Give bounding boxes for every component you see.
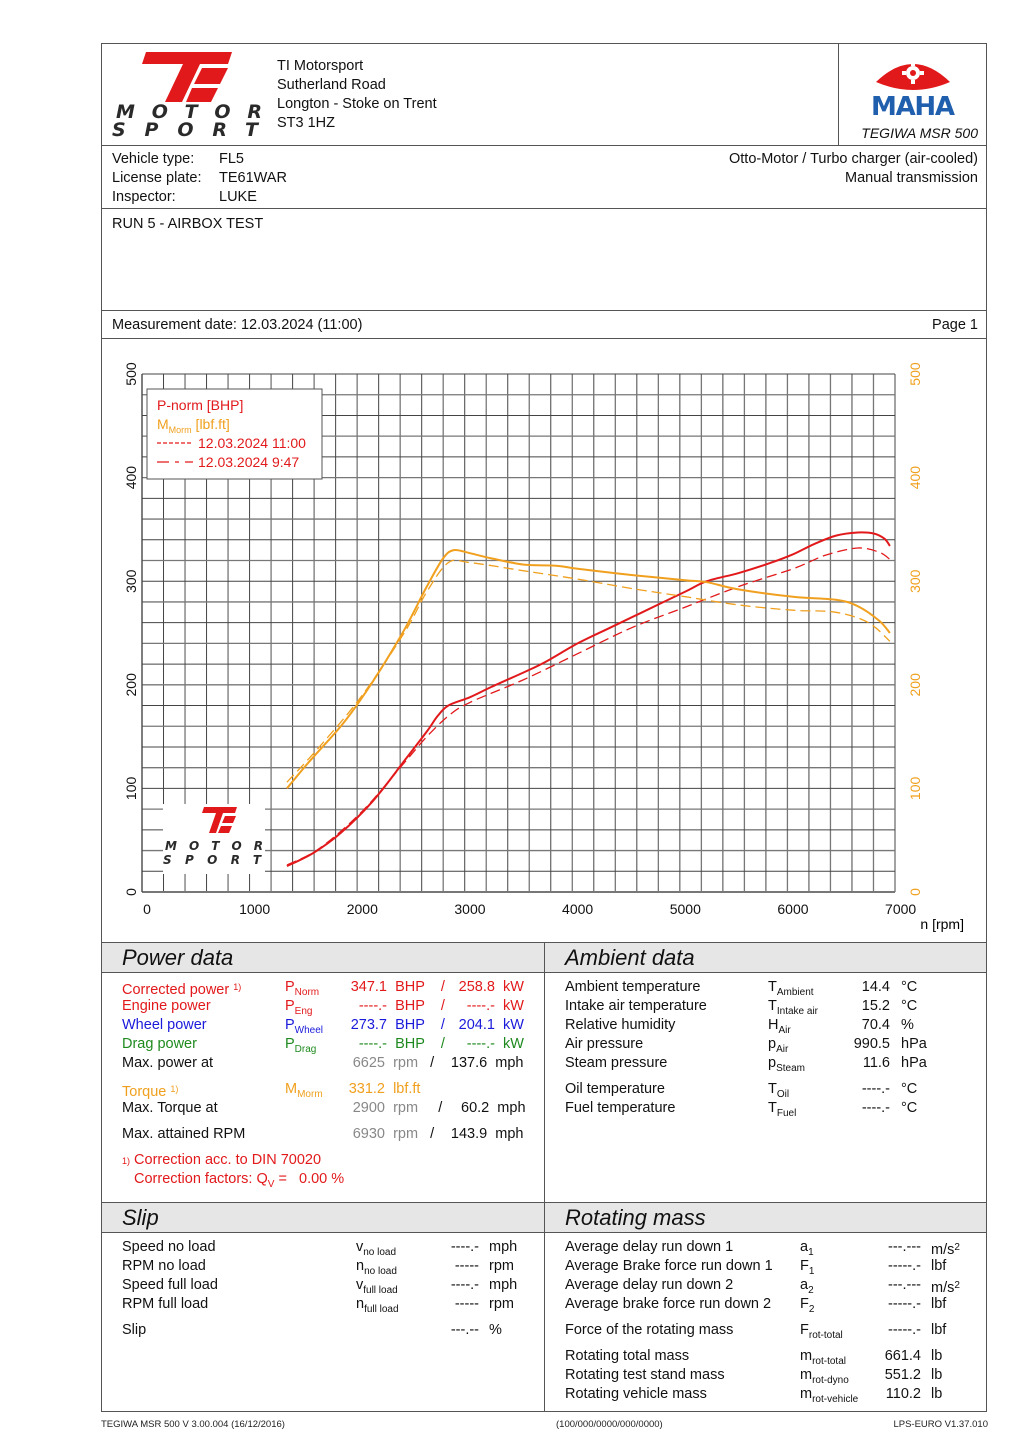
ambient-row-unit: °C <box>901 1081 918 1097</box>
engine-type: Otto-Motor / Turbo charger (air-cooled) <box>728 151 978 167</box>
max-rpm-values: 6930 rpm / 143.9 mph <box>352 1126 524 1142</box>
power-row-values: 273.7 BHP / 204.1 kW <box>350 1017 524 1033</box>
slip-header: Slip <box>102 1203 544 1233</box>
rotating-mass-row-unit: lb <box>931 1386 943 1402</box>
ambient-row-unit: °C <box>901 1100 918 1116</box>
page-number: Page 1 <box>932 317 978 333</box>
slip-row-label: Slip <box>122 1322 147 1338</box>
torque-value: 331.2 lbf.ft <box>348 1081 421 1097</box>
y-right-tick-label: 500 <box>907 362 923 386</box>
device-name: TEGIWA MSR 500 <box>861 125 978 141</box>
y-right-tick-label: 400 <box>907 465 923 490</box>
x-tick-label: 1000 <box>239 901 271 917</box>
slip-row-unit: % <box>489 1322 502 1338</box>
ambient-row-unit: °C <box>901 979 918 995</box>
slip-row-symbol: $n_{full load}$ <box>356 1296 399 1315</box>
ambient-row-value: ----.- <box>861 1100 890 1116</box>
svg-text:MOTOR: MOTOR <box>116 101 264 123</box>
engine-info <box>729 150 978 188</box>
ambient-row-value: 14.4 <box>861 979 890 995</box>
x-tick-label: 4000 <box>562 901 594 917</box>
x-tick-label: 3000 <box>454 901 486 917</box>
power-row-values: ----.- BHP / ----.- kW <box>358 1036 524 1052</box>
inspector-row: Inspector: LUKE <box>112 189 257 205</box>
power-row-symbol: $P_{Norm}$ <box>285 979 320 998</box>
y-left-tick-label: 100 <box>123 776 139 801</box>
slip-row-unit: rpm <box>489 1296 514 1312</box>
x-tick-label: 7000 <box>885 901 917 917</box>
power-row-label: Wheel power <box>122 1017 207 1033</box>
rotating-mass-row-unit: lbf <box>931 1296 947 1312</box>
series-line-1 <box>287 548 890 865</box>
rotating-mass-row-unit: $m/s^2$ <box>931 1242 960 1258</box>
svg-text:SPORT: SPORT <box>112 119 260 138</box>
correction-factors: Correction factors: $Q_V = 0.00$ % <box>134 1171 345 1190</box>
slip-row-unit: mph <box>489 1277 518 1293</box>
ambient-row-value: 990.5 <box>853 1036 890 1052</box>
rotating-mass-row-symbol: $F_{rot-total}$ <box>800 1322 843 1341</box>
company-address <box>277 57 437 133</box>
power-row-label: Drag power <box>122 1036 197 1052</box>
max-power-row: Max. power at <box>122 1055 214 1071</box>
svg-text:MAHA: MAHA <box>871 92 955 118</box>
rotating-mass-row-label: Rotating vehicle mass <box>565 1386 707 1402</box>
y-right-tick-label: 300 <box>907 569 923 593</box>
rotating-mass-row-symbol: $m_{rot-dyno}$ <box>800 1367 849 1386</box>
ambient-row-label: Intake air temperature <box>565 998 707 1014</box>
ambient-row-symbol: $p_{Air}$ <box>768 1036 789 1055</box>
series-line-2 <box>287 550 890 788</box>
rotating-mass-row-symbol: $a_1$ <box>800 1239 814 1258</box>
rotating-mass-row-label: Average delay run down 1 <box>565 1239 734 1255</box>
ambient-row-label: Air pressure <box>565 1036 644 1052</box>
rotating-mass-row-value: -----.- <box>887 1258 921 1274</box>
slip-row-label: RPM no load <box>122 1258 206 1274</box>
slip-row-symbol: $v_{no load}$ <box>356 1239 397 1258</box>
torque-symbol: $M_{Morm}$ <box>285 1081 323 1100</box>
ambient-row-label: Steam pressure <box>565 1055 668 1071</box>
x-tick-label: 0 <box>143 901 151 917</box>
rotating-mass-row-symbol: $a_2$ <box>800 1277 814 1296</box>
y-right-tick-label: 200 <box>907 673 923 697</box>
ambient-row-symbol: $T_{Fuel}$ <box>768 1100 797 1119</box>
rotating-mass-row-unit: lb <box>931 1348 943 1364</box>
rotating-mass-row-symbol: $F_1$ <box>800 1258 815 1277</box>
ambient-row-value: 11.6 <box>862 1055 890 1071</box>
x-tick-label: 5000 <box>669 901 701 917</box>
power-row-symbol: $P_{Drag}$ <box>285 1036 317 1055</box>
slip-row-value: ----- <box>454 1258 479 1274</box>
x-tick-label: 6000 <box>777 901 809 917</box>
power-row-symbol: $P_{Wheel}$ <box>285 1017 324 1036</box>
y-left-tick-label: 200 <box>123 673 139 697</box>
slip-row-unit: rpm <box>489 1258 514 1274</box>
slip-row-symbol: $v_{full load}$ <box>356 1277 398 1296</box>
ambient-row-label: Relative humidity <box>565 1017 676 1033</box>
ambient-row-label: Ambient temperature <box>565 979 701 995</box>
ti-logo-graphic <box>110 50 270 138</box>
slip-row-label: RPM full load <box>122 1296 209 1312</box>
chart-watermark-logo <box>163 804 265 874</box>
legend-torque: $M_{Morm}$ [lbf.ft] <box>157 416 230 435</box>
ambient-row-symbol: $H_{Air}$ <box>768 1017 791 1036</box>
rotating-mass-row-value: -----.- <box>887 1296 921 1312</box>
ambient-data-header: Ambient data <box>545 943 986 973</box>
slip-row-label: Speed full load <box>122 1277 218 1293</box>
power-row-label: Engine power <box>122 998 211 1014</box>
company-city: Longton - Stoke on Trent <box>277 96 437 112</box>
rotating-mass-row-unit: lb <box>931 1367 943 1383</box>
company-postcode: ST3 1HZ <box>277 115 336 131</box>
power-row-values: 347.1 BHP / 258.8 kW <box>350 979 524 995</box>
rotating-mass-row-value: -----.- <box>887 1322 921 1338</box>
rotating-mass-row-symbol: $m_{rot-total}$ <box>800 1348 846 1367</box>
svg-text:SPORT: SPORT <box>163 853 261 867</box>
slip-row-value: ----.- <box>450 1277 479 1293</box>
rotating-mass-row-label: Rotating total mass <box>565 1348 690 1364</box>
svg-text:MOTOR: MOTOR <box>165 839 263 853</box>
ambient-row-symbol: $T_{Intake air}$ <box>768 998 818 1017</box>
torque-row: Torque $^{1)}$ <box>122 1084 179 1100</box>
license-plate-row: License plate: TE61WAR <box>112 170 287 186</box>
power-row-values: ----.- BHP / ----.- kW <box>358 998 524 1014</box>
rotating-mass-row-label: Average Brake force run down 1 <box>565 1258 773 1274</box>
dyno-chart <box>101 339 987 939</box>
ambient-row-value: 70.4 <box>861 1017 890 1033</box>
y-left-tick-label: 300 <box>123 569 139 593</box>
company-street: Sutherland Road <box>277 77 386 93</box>
series-line-3 <box>287 560 890 782</box>
chart-series <box>287 532 890 866</box>
y-left-tick-label: 0 <box>123 888 139 896</box>
divider <box>101 310 987 311</box>
slip-row-symbol: $n_{no load}$ <box>356 1258 397 1277</box>
y-left-tick-label: 400 <box>123 465 139 490</box>
rotating-mass-row-value: ---.--- <box>887 1277 921 1293</box>
measurement-date: Measurement date: 12.03.2024 (11:00) <box>112 317 363 333</box>
run-comment: RUN 5 - AIRBOX TEST <box>112 216 264 232</box>
ambient-row-unit: hPa <box>901 1036 927 1052</box>
ambient-row-value: 15.2 <box>861 998 890 1014</box>
footer-software-version: TEGIWA MSR 500 V 3.00.004 (16/12/2016) <box>101 1419 285 1430</box>
ambient-row-symbol: $T_{Ambient}$ <box>768 979 814 998</box>
series-line-0 <box>287 532 890 866</box>
rotating-mass-row-label: Force of the rotating mass <box>565 1322 734 1338</box>
rotating-mass-row-unit: $m/s^2$ <box>931 1280 960 1296</box>
maha-logo-graphic <box>868 54 958 118</box>
divider <box>544 942 545 1412</box>
rotating-mass-header: Rotating mass <box>545 1203 986 1233</box>
slip-row-unit: mph <box>489 1239 518 1255</box>
divider <box>101 145 987 146</box>
rotating-mass-row-value: 110.2 <box>885 1386 921 1402</box>
rotating-mass-row-value: 661.4 <box>884 1348 921 1364</box>
ambient-row-unit: % <box>901 1017 914 1033</box>
maha-logo <box>868 54 958 118</box>
max-torque-values: 2900 rpm / 60.2 mph <box>352 1100 526 1116</box>
power-row-symbol: $P_{Eng}$ <box>285 998 313 1017</box>
max-power-values: 6625 rpm / 137.6 mph <box>352 1055 524 1071</box>
y-right-tick-label: 100 <box>907 776 923 801</box>
legend-run1: 12.03.2024 11:00 <box>198 435 306 451</box>
power-row-label: Corrected power $^{1)}$ <box>122 982 242 998</box>
vehicle-info <box>112 150 287 207</box>
rotating-mass-row-label: Average brake force run down 2 <box>565 1296 772 1312</box>
x-tick-label: 2000 <box>346 901 378 917</box>
ambient-row-unit: °C <box>901 998 918 1014</box>
chart-legend <box>147 389 322 479</box>
ambient-row-label: Fuel temperature <box>565 1100 676 1116</box>
max-rpm-row: Max. attained RPM <box>122 1126 246 1142</box>
rotating-mass-row-value: 551.2 <box>884 1367 921 1383</box>
ambient-row-symbol: $T_{Oil}$ <box>768 1081 790 1100</box>
ambient-row-unit: hPa <box>901 1055 927 1071</box>
ti-motorsport-logo <box>110 50 270 138</box>
ambient-row-value: ----.- <box>861 1081 890 1097</box>
rotating-mass-row-unit: lbf <box>931 1258 947 1274</box>
y-right-tick-label: 0 <box>907 888 923 896</box>
x-axis-label: n [rpm] <box>920 916 964 932</box>
footer-lps-version: LPS-EURO V1.37.010 <box>893 1419 988 1430</box>
max-torque-row: Max. Torque at <box>122 1100 218 1116</box>
rotating-mass-row-symbol: $m_{rot-vehicle}$ <box>800 1386 859 1405</box>
ambient-row-symbol: $p_{Steam}$ <box>768 1055 805 1074</box>
legend-power: P-norm [BHP] <box>157 397 244 413</box>
transmission-type: Manual transmission <box>845 170 978 186</box>
rotating-mass-row-label: Rotating test stand mass <box>565 1367 725 1383</box>
slip-row-label: Speed no load <box>122 1239 216 1255</box>
y-left-tick-label: 500 <box>123 362 139 386</box>
divider <box>101 208 987 209</box>
header-divider <box>838 43 839 145</box>
correction-footnote: 1) Correction acc. to DIN 70020 <box>122 1152 322 1168</box>
company-name: TI Motorsport <box>277 58 364 74</box>
ambient-row-label: Oil temperature <box>565 1081 665 1097</box>
rotating-mass-row-symbol: $F_2$ <box>800 1296 815 1315</box>
vehicle-type-row: Vehicle type: FL5 <box>112 151 244 167</box>
slip-row-value: ---.-- <box>450 1322 479 1338</box>
footer-code: (100/000/0000/000/0000) <box>556 1419 663 1430</box>
rotating-mass-row-value: ---.--- <box>887 1239 921 1255</box>
rotating-mass-row-label: Average delay run down 2 <box>565 1277 734 1293</box>
power-data-header: Power data <box>102 943 544 973</box>
legend-run2: 12.03.2024 9:47 <box>198 454 300 470</box>
slip-row-value: ----- <box>454 1296 479 1312</box>
slip-row-value: ----.- <box>450 1239 479 1255</box>
rotating-mass-row-unit: lbf <box>931 1322 947 1338</box>
